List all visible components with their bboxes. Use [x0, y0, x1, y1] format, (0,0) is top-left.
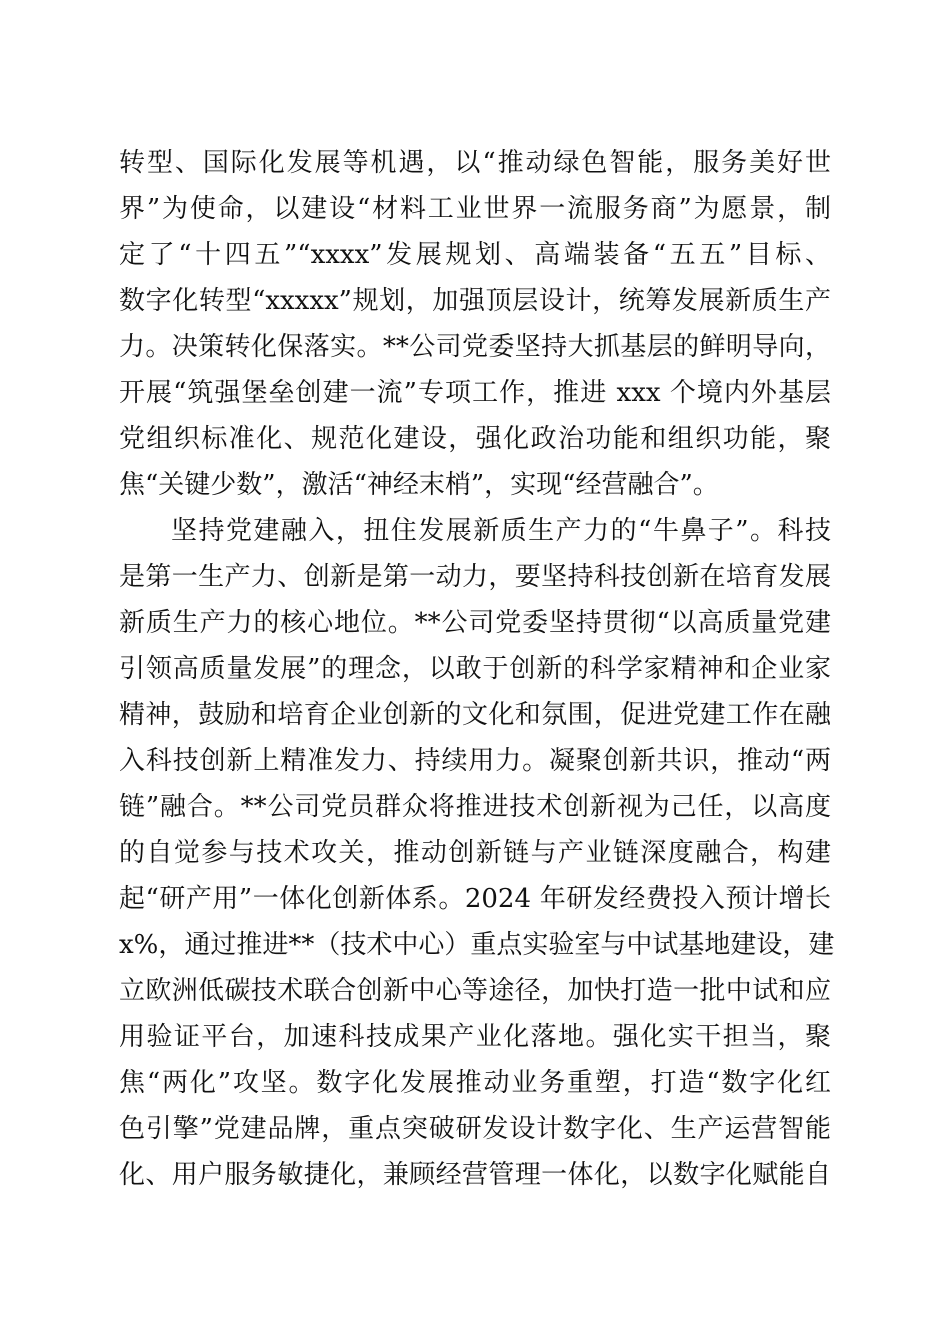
- text-line: 立欧洲低碳技术联合创新中心等途径，加快打造一批中试和应: [119, 976, 831, 1006]
- text-line: 的自觉参与技术攻关，推动创新链与产业链深度融合，构建: [119, 838, 831, 868]
- text-line: 焦“两化”攻坚。数字化发展推动业务重塑，打造“数字化红: [119, 1068, 831, 1098]
- text-line: 起“研产用”一体化创新体系。2024 年研发经费投入预计增长: [119, 884, 831, 914]
- body-text: [119, 140, 835, 1198]
- text-line: 精神，鼓励和培育企业创新的文化和氛围，促进党建工作在融: [119, 700, 831, 730]
- text-line: 党组织标准化、规范化建设，强化政治功能和组织功能，聚: [119, 424, 831, 454]
- text-line: 转型、国际化发展等机遇，以“推动绿色智能，服务美好世: [119, 148, 831, 178]
- text-line: 开展“筑强堡垒创建一流”专项工作，推进 xxx 个境内外基层: [119, 378, 831, 408]
- paragraph-first-line: 坚持党建融入，扭住发展新质生产力的“牛鼻子”。科技: [171, 516, 831, 546]
- text-line: 链”融合。**公司党员群众将推进技术创新视为己任，以高度: [119, 792, 831, 822]
- text-line: 新质生产力的核心地位。**公司党委坚持贯彻“以高质量党建: [119, 608, 831, 638]
- text-line: 色引擎”党建品牌，重点突破研发设计数字化、生产运营智能: [119, 1114, 831, 1144]
- text-line: 入科技创新上精准发力、持续用力。凝聚创新共识，推动“两: [119, 746, 831, 776]
- text-line: 化、用户服务敏捷化，兼顾经营管理一体化，以数字化赋能自: [119, 1160, 831, 1190]
- text-line: 引领高质量发展”的理念，以敢于创新的科学家精神和企业家: [119, 654, 831, 684]
- text-line: 数字化转型“xxxxx”规划，加强顶层设计，统筹发展新质生产: [119, 286, 831, 316]
- text-line: x%，通过推进**（技术中心）重点实验室与中试基地建设，建: [119, 930, 835, 960]
- text-line: 力。决策转化保落实。**公司党委坚持大抓基层的鲜明导向，: [119, 332, 831, 362]
- text-line: 用验证平台，加速科技成果产业化落地。强化实干担当，聚: [119, 1022, 831, 1052]
- text-line: 焦“关键少数”，激活“神经末梢”，实现“经营融合”。: [119, 470, 719, 500]
- text-line: 定了“十四五”“xxxx”发展规划、高端装备“五五”目标、: [119, 240, 831, 270]
- text-line: 是第一生产力、创新是第一动力，要坚持科技创新在培育发展: [119, 562, 831, 592]
- text-line: 界”为使命，以建设“材料工业世界一流服务商”为愿景，制: [119, 194, 831, 224]
